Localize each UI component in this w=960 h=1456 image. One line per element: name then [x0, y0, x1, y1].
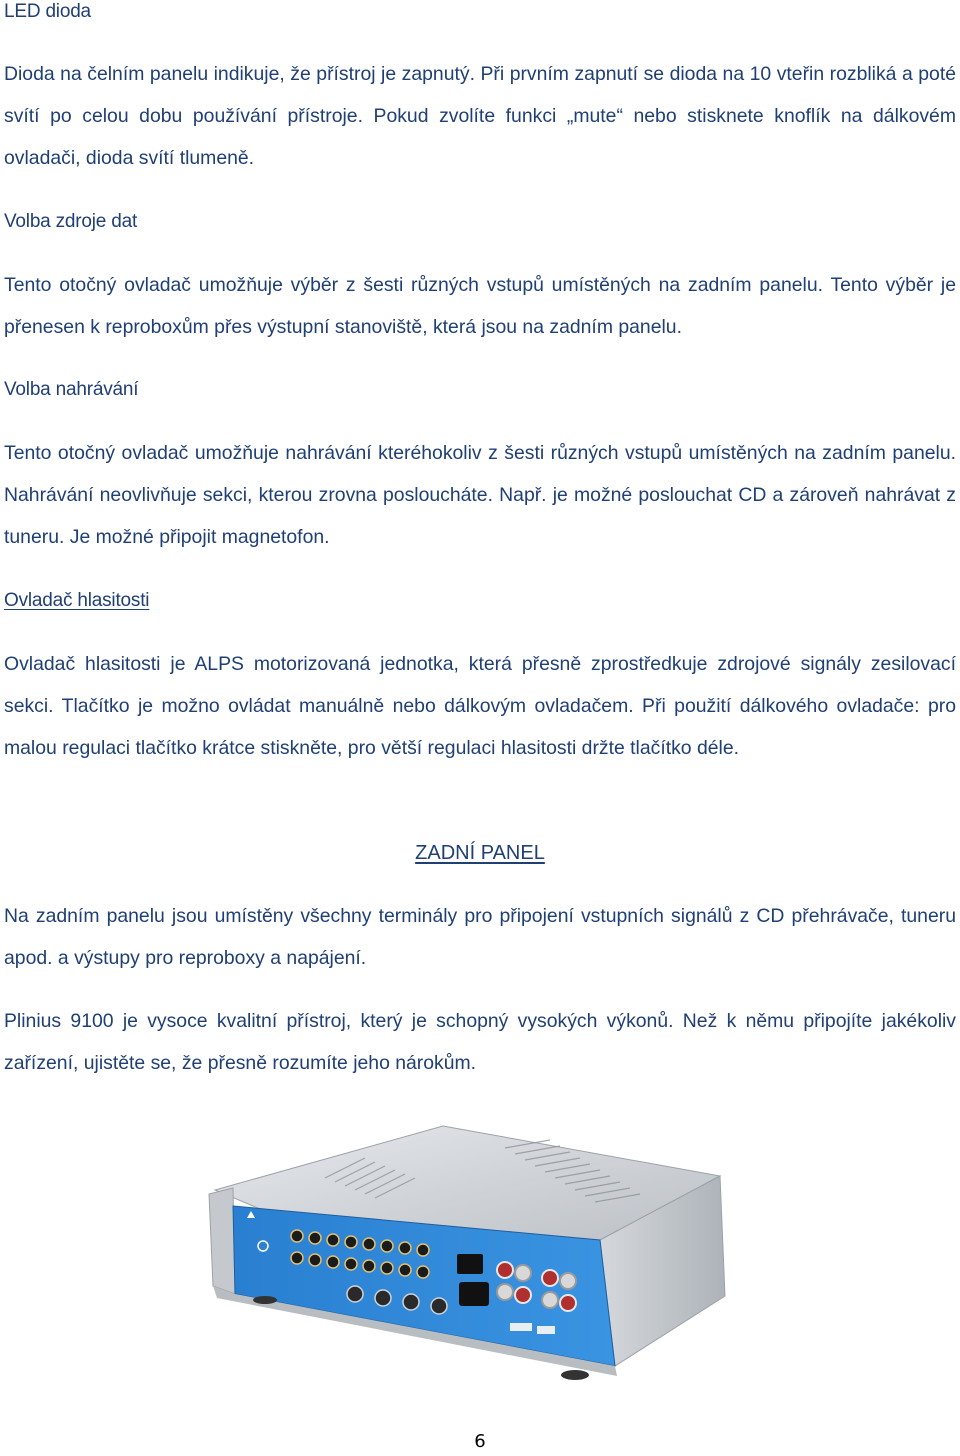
heading-ovladac-hlasitosti: Ovladač hlasitosti: [4, 590, 150, 611]
heading-volba-zdroje: Volba zdroje dat: [4, 211, 138, 232]
paragraph-ovladac-hlasitosti: Ovladač hlasitosti je ALPS motorizovaná jednotka, která přesně zprostředkuje zdrojové signály zesilovací sekci. Tlačítko je možno ovládat manuálně nebo dálkovým ovladačem. Při použití dálkového ovladače: pro malou regulaci tlačítko krátce stiskněte, pro větší regulaci hlasitosti držte tlačítko déle.: [4, 653, 956, 759]
amplifier-rear-photo: [205, 1118, 765, 1388]
page-number: 6: [474, 1431, 486, 1452]
heading-volba-nahravani: Volba nahrávání: [4, 379, 139, 400]
paragraph-led-dioda: Dioda na čelním panelu indikuje, že přístroj je zapnutý. Při prvním zapnutí se dioda na 10 vteřin rozbliká a poté svítí po celou dobu používání přístroje. Pokud zvolíte funkci „mute“ nebo stisknete knoflík na dálkovém ovladači, dioda svítí tlumeně.: [4, 63, 956, 169]
heading-led-dioda: LED dioda: [4, 1, 91, 22]
paragraph-zadni-panel-1: Na zadním panelu jsou umístěny všechny terminály pro připojení vstupních signálů z CD přehrávače, tuneru apod. a výstupy pro reproboxy a napájení.: [4, 905, 956, 969]
heading-zadni-panel: ZADNÍ PANEL: [415, 842, 545, 864]
paragraph-volba-zdroje: Tento otočný ovladač umožňuje výběr z šesti různých vstupů umístěných na zadním panelu. Tento výběr je přenesen k reproboxům přes výstupní stanoviště, která jsou na zadním panelu.: [4, 274, 956, 338]
paragraph-volba-nahravani: Tento otočný ovladač umožňuje nahrávání kteréhokoliv z šesti různých vstupů umístěných na zadním panelu. Nahrávání neovlivňuje sekci, kterou zrovna posloucháte. Např. je možné poslouchat CD a zároveň nahrávat z tuneru. Je možné připojit magnetofon.: [4, 442, 956, 548]
paragraph-zadni-panel-2: Plinius 9100 je vysoce kvalitní přístroj, který je schopný vysokých výkonů. Než k němu připojíte jakékoliv zařízení, ujistěte se, že přesně rozumíte jeho nárokům.: [4, 1010, 956, 1074]
